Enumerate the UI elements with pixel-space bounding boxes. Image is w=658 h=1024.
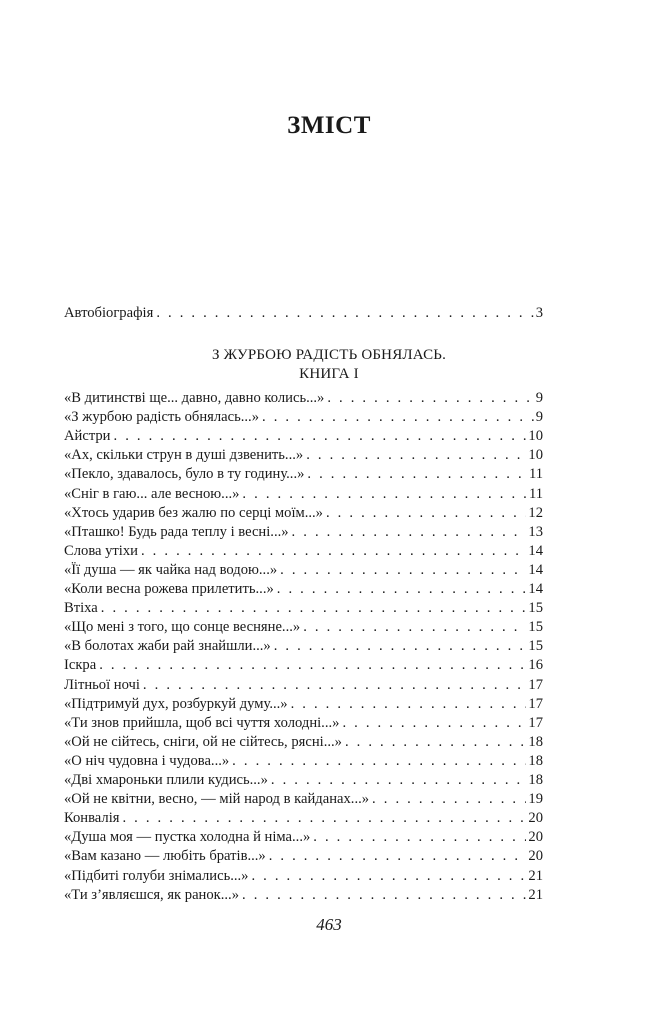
toc-entry-page: 10 [528, 447, 543, 464]
toc-entry-autobiography [64, 304, 543, 323]
toc-entry [64, 847, 543, 866]
toc-entry [64, 752, 543, 771]
toc-entry-title: «Ах, скільки струн в душі дзвенить...» [64, 447, 304, 464]
toc-dot-leader [251, 867, 526, 886]
toc-dot-leader [303, 618, 526, 637]
toc-entry [64, 867, 543, 886]
toc-entry-title: «Дві хмароньки плили кудись...» [64, 772, 268, 788]
page-title: ЗМІСТ [287, 112, 371, 139]
toc-entry-title: «О ніч чудовна і чудова...» [64, 752, 230, 769]
toc-entry-page: 15 [528, 638, 543, 655]
toc-entry-page: 20 [528, 848, 543, 865]
toc-entry [64, 446, 543, 465]
toc-entry-title: «Підтримуй дух, розбуркуй думу...» [64, 695, 288, 712]
toc-entry [64, 389, 543, 408]
toc-entry-title: Конвалія [64, 810, 120, 827]
toc-entry [64, 656, 543, 675]
toc-dot-leader [99, 656, 526, 675]
toc-entry-title: «Хтось ударив без жалю по серці моїм...» [64, 504, 323, 521]
toc-dot-leader [141, 542, 526, 561]
toc-entry-page: 21 [528, 886, 543, 903]
toc-entry-title: «В дитинстві ще... давно, давно колись...» [64, 390, 325, 406]
toc-entry-title: «Ти знов прийшла, щоб всі чуття холодні...» [64, 714, 340, 731]
toc-entry-page: 18 [528, 733, 543, 750]
toc-entry-page: 11 [528, 466, 543, 483]
toc-entry-title: Втіха [64, 600, 98, 617]
toc-entry-page: 14 [528, 581, 543, 597]
toc-entry-title: Айстри [64, 428, 111, 445]
page-number: 463 [316, 915, 342, 934]
toc-entry-title: «Підбиті голуби знімались...» [64, 867, 249, 884]
toc-entry [64, 809, 543, 828]
toc-entry-page: 15 [528, 600, 543, 617]
toc-entry-title: «Душа моя — пустка холодна й німа...» [64, 829, 311, 846]
toc-dot-leader [307, 465, 527, 484]
toc-entry-page: 20 [528, 829, 543, 846]
toc-dot-leader [277, 580, 527, 599]
toc-entry [64, 695, 543, 714]
toc-entry [64, 676, 543, 695]
toc-entry-page: 10 [528, 428, 543, 445]
toc-entry-title: «Коли весна рожева прилетить...» [64, 581, 274, 597]
toc-dot-leader [156, 304, 533, 323]
toc-entry-title: Іскра [64, 657, 97, 674]
toc-dot-leader [292, 523, 527, 542]
toc-dot-leader [306, 446, 526, 465]
toc-entry-page: 9 [535, 390, 543, 406]
toc-dot-leader [327, 389, 533, 408]
toc-dot-leader [313, 828, 526, 847]
toc-dot-leader [342, 714, 526, 733]
toc-entry-page: 14 [528, 542, 543, 559]
toc-entry-title: «Ой не сійтесь, сніги, ой не сійтесь, рясні...» [64, 733, 342, 750]
toc-entry [64, 733, 543, 752]
toc-entry [64, 790, 543, 809]
toc-entry [64, 618, 543, 637]
toc-entry [64, 542, 543, 561]
section-title-line1: З ЖУРБОЮ РАДІСТЬ ОБНЯЛАСЬ. [211, 347, 447, 363]
toc-entry-page: 19 [528, 791, 543, 808]
toc-entry-title: «Пташко! Будь рада теплу і весні...» [64, 523, 289, 540]
toc-entry [64, 714, 543, 733]
toc-entry [64, 408, 543, 427]
toc-entry [64, 637, 543, 656]
toc-entry-page: 15 [528, 619, 543, 636]
toc-entry-title: «Ти з’являєшся, як ранок...» [64, 886, 239, 903]
toc-entry [64, 523, 543, 542]
toc-dot-leader [122, 809, 526, 828]
toc-entry-page: 17 [528, 676, 543, 693]
toc-entry-page: 3 [535, 305, 543, 321]
toc-entry-title: Літньої ночі [64, 676, 140, 693]
toc-entry-page: 18 [528, 772, 543, 788]
toc-entry-page: 14 [528, 561, 543, 578]
toc-dot-leader [280, 561, 526, 580]
toc-entry-page: 12 [528, 504, 543, 521]
section-title-line2: КНИГА I [299, 366, 359, 382]
toc-entry-page: 18 [528, 752, 543, 769]
toc-entry-page: 17 [528, 695, 543, 712]
toc-dot-leader [143, 676, 526, 695]
toc-entry [64, 465, 543, 484]
toc-entry-title: «Сніг в гаю... але весною...» [64, 485, 240, 502]
toc-entry [64, 599, 543, 618]
toc-entry-page: 20 [528, 810, 543, 827]
toc-entry-title: «Вам казано — любіть братів...» [64, 848, 266, 865]
toc-entry [64, 771, 543, 790]
toc-entry-page: 21 [528, 867, 543, 884]
toc-entry-title: Автобіографія [64, 305, 154, 321]
toc-dot-leader [271, 771, 527, 790]
toc-entry-page: 9 [535, 409, 543, 426]
toc-dot-leader [372, 790, 526, 809]
toc-entry [64, 580, 543, 599]
toc-entry [64, 504, 543, 523]
toc-entry-page: 16 [528, 657, 543, 674]
toc-entry [64, 561, 543, 580]
toc-dot-leader [269, 847, 527, 866]
toc-entry-page: 17 [528, 714, 543, 731]
toc-entry [64, 427, 543, 446]
toc-entry-title: «Ой не квітни, весно, — мій народ в кайданах...» [64, 791, 370, 808]
toc-entry-title: «З журбою радість обнялась...» [64, 409, 259, 426]
toc-entry [64, 485, 543, 504]
toc-entry-title: «Що мені з того, що сонце весняне...» [64, 619, 301, 636]
toc-dot-leader [345, 733, 526, 752]
toc-entry-page: 11 [528, 485, 543, 502]
toc-dot-leader [242, 886, 526, 905]
toc-entry [64, 828, 543, 847]
toc-dot-leader [274, 637, 527, 656]
toc-entry-title: «Її душа — як чайка над водою...» [64, 561, 278, 578]
toc-dot-leader [232, 752, 526, 771]
toc-dot-leader [326, 504, 526, 523]
toc-entry-title: «Пекло, здавалось, було в ту годину...» [64, 466, 305, 483]
toc-entry-title: «В болотах жаби рай знайшли...» [64, 638, 271, 655]
toc-dot-leader [291, 695, 527, 714]
toc-dot-leader [262, 408, 534, 427]
toc-entry [64, 886, 543, 905]
toc-dot-leader [114, 427, 527, 446]
toc-entry-title: Слова утіхи [64, 542, 138, 559]
toc-dot-leader [242, 485, 527, 504]
toc-dot-leader [101, 599, 527, 618]
toc-entry-page: 13 [528, 523, 543, 540]
